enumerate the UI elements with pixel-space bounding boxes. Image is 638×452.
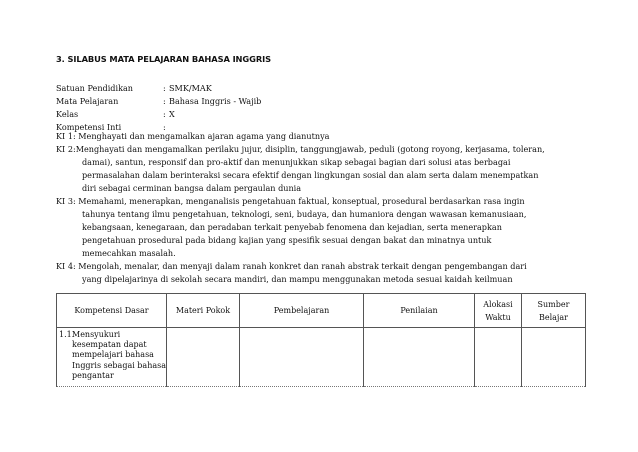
ki-4-line: yang dipelajarinya di sekolah secara mandiri, dan mampu menggunakan metoda sesuai kaidah keilmuan xyxy=(82,274,513,284)
info-row-kelas xyxy=(56,109,175,119)
info-row-mata-pelajaran xyxy=(56,96,261,106)
ki-4-paragraph xyxy=(56,260,596,286)
info-value: X xyxy=(169,109,175,119)
info-key: Kelas xyxy=(56,109,79,119)
ki-4-line: KI 4: Mengolah, menalar, dan menyaji dalam ranah konkret dan ranah abstrak terkait dengan pengembangan dari xyxy=(56,261,527,271)
kd-number: 1.1. xyxy=(59,330,75,339)
ki-2-line: KI 2:Menghayati dan mengamalkan perilaku jujur, disiplin, tanggungjawab, peduli (gotong royong, kerjasama, toleran, xyxy=(56,144,545,154)
header-materi-pokok: Materi Pokok xyxy=(167,294,240,328)
silabus-table xyxy=(56,293,586,387)
ki-3-line: tahunya tentang ilmu pengetahuan, teknologi, seni, budaya, dan humaniora dengan wawasan kemanusiaan, xyxy=(82,209,527,219)
ki-2-line: diri sebagai cerminan bangsa dalam pergaulan dunia xyxy=(82,183,302,193)
ki-2-line: damai), santun, responsif dan pro-aktif dan menunjukkan sikap sebagai bagian dari solusi atas berbagai xyxy=(82,157,511,167)
ki-3-paragraph xyxy=(56,195,596,260)
info-value: Bahasa Inggris - Wajib xyxy=(169,96,262,106)
ki-3-line: kebangsaan, kenegaraan, dan peradaban terkait penyebab fenomena dan kejadian, serta menerapkan xyxy=(82,222,502,232)
info-key: Kompetensi Inti xyxy=(56,122,122,132)
info-separator: : xyxy=(163,96,166,106)
info-key: Mata Pelajaran xyxy=(56,96,119,106)
cell-penilaian xyxy=(364,328,475,387)
header-sumber-belajar: Sumber Belajar xyxy=(522,294,586,328)
ki-2-line: permasalahan dalam berinteraksi secara efektif dengan lingkungan sosial dan alam serta dalam menempatkan xyxy=(82,170,539,180)
ki-3-line: KI 3: Memahami, menerapkan, menganalisis pengetahuan faktual, konseptual, prosedural berdasarkan rasa ingin xyxy=(56,196,525,206)
cell-kompetensi-dasar xyxy=(57,328,167,387)
cell-materi-pokok xyxy=(167,328,240,387)
table-header-row xyxy=(57,294,586,328)
header-kompetensi-dasar: Kompetensi Dasar xyxy=(57,294,167,328)
section-heading: 3. SILABUS MATA PELAJARAN BAHASA INGGRIS xyxy=(56,54,271,64)
info-separator: : xyxy=(163,109,166,119)
ki-1-paragraph xyxy=(56,130,596,143)
header-alokasi-waktu: Alokasi Waktu xyxy=(475,294,522,328)
info-separator: : xyxy=(163,122,166,132)
info-value: SMK/MAK xyxy=(169,83,212,93)
info-key: Satuan Pendidikan xyxy=(56,83,134,93)
header-penilaian: Penilaian xyxy=(364,294,475,328)
cell-pembelajaran xyxy=(240,328,364,387)
ki-3-line: pengetahuan prosedural pada bidang kajian yang spesifik sesuai dengan bakat dan minatnya untuk xyxy=(82,235,492,245)
kd-text: Mensyukuri kesempatan dapat mempelajari bahasa Inggris sebagai bahasa pengantar xyxy=(72,330,166,380)
header-pembelajaran: Pembelajaran xyxy=(240,294,364,328)
cell-alokasi-waktu xyxy=(475,328,522,387)
cell-sumber-belajar xyxy=(522,328,586,387)
ki-1-line: KI 1: Menghayati dan mengamalkan ajaran agama yang dianutnya xyxy=(56,131,330,141)
table-row xyxy=(57,328,586,387)
ki-2-paragraph xyxy=(56,143,596,195)
ki-3-line: memecahkan masalah. xyxy=(82,248,176,258)
info-separator: : xyxy=(163,83,166,93)
info-row-satuan-pendidikan xyxy=(56,83,212,93)
